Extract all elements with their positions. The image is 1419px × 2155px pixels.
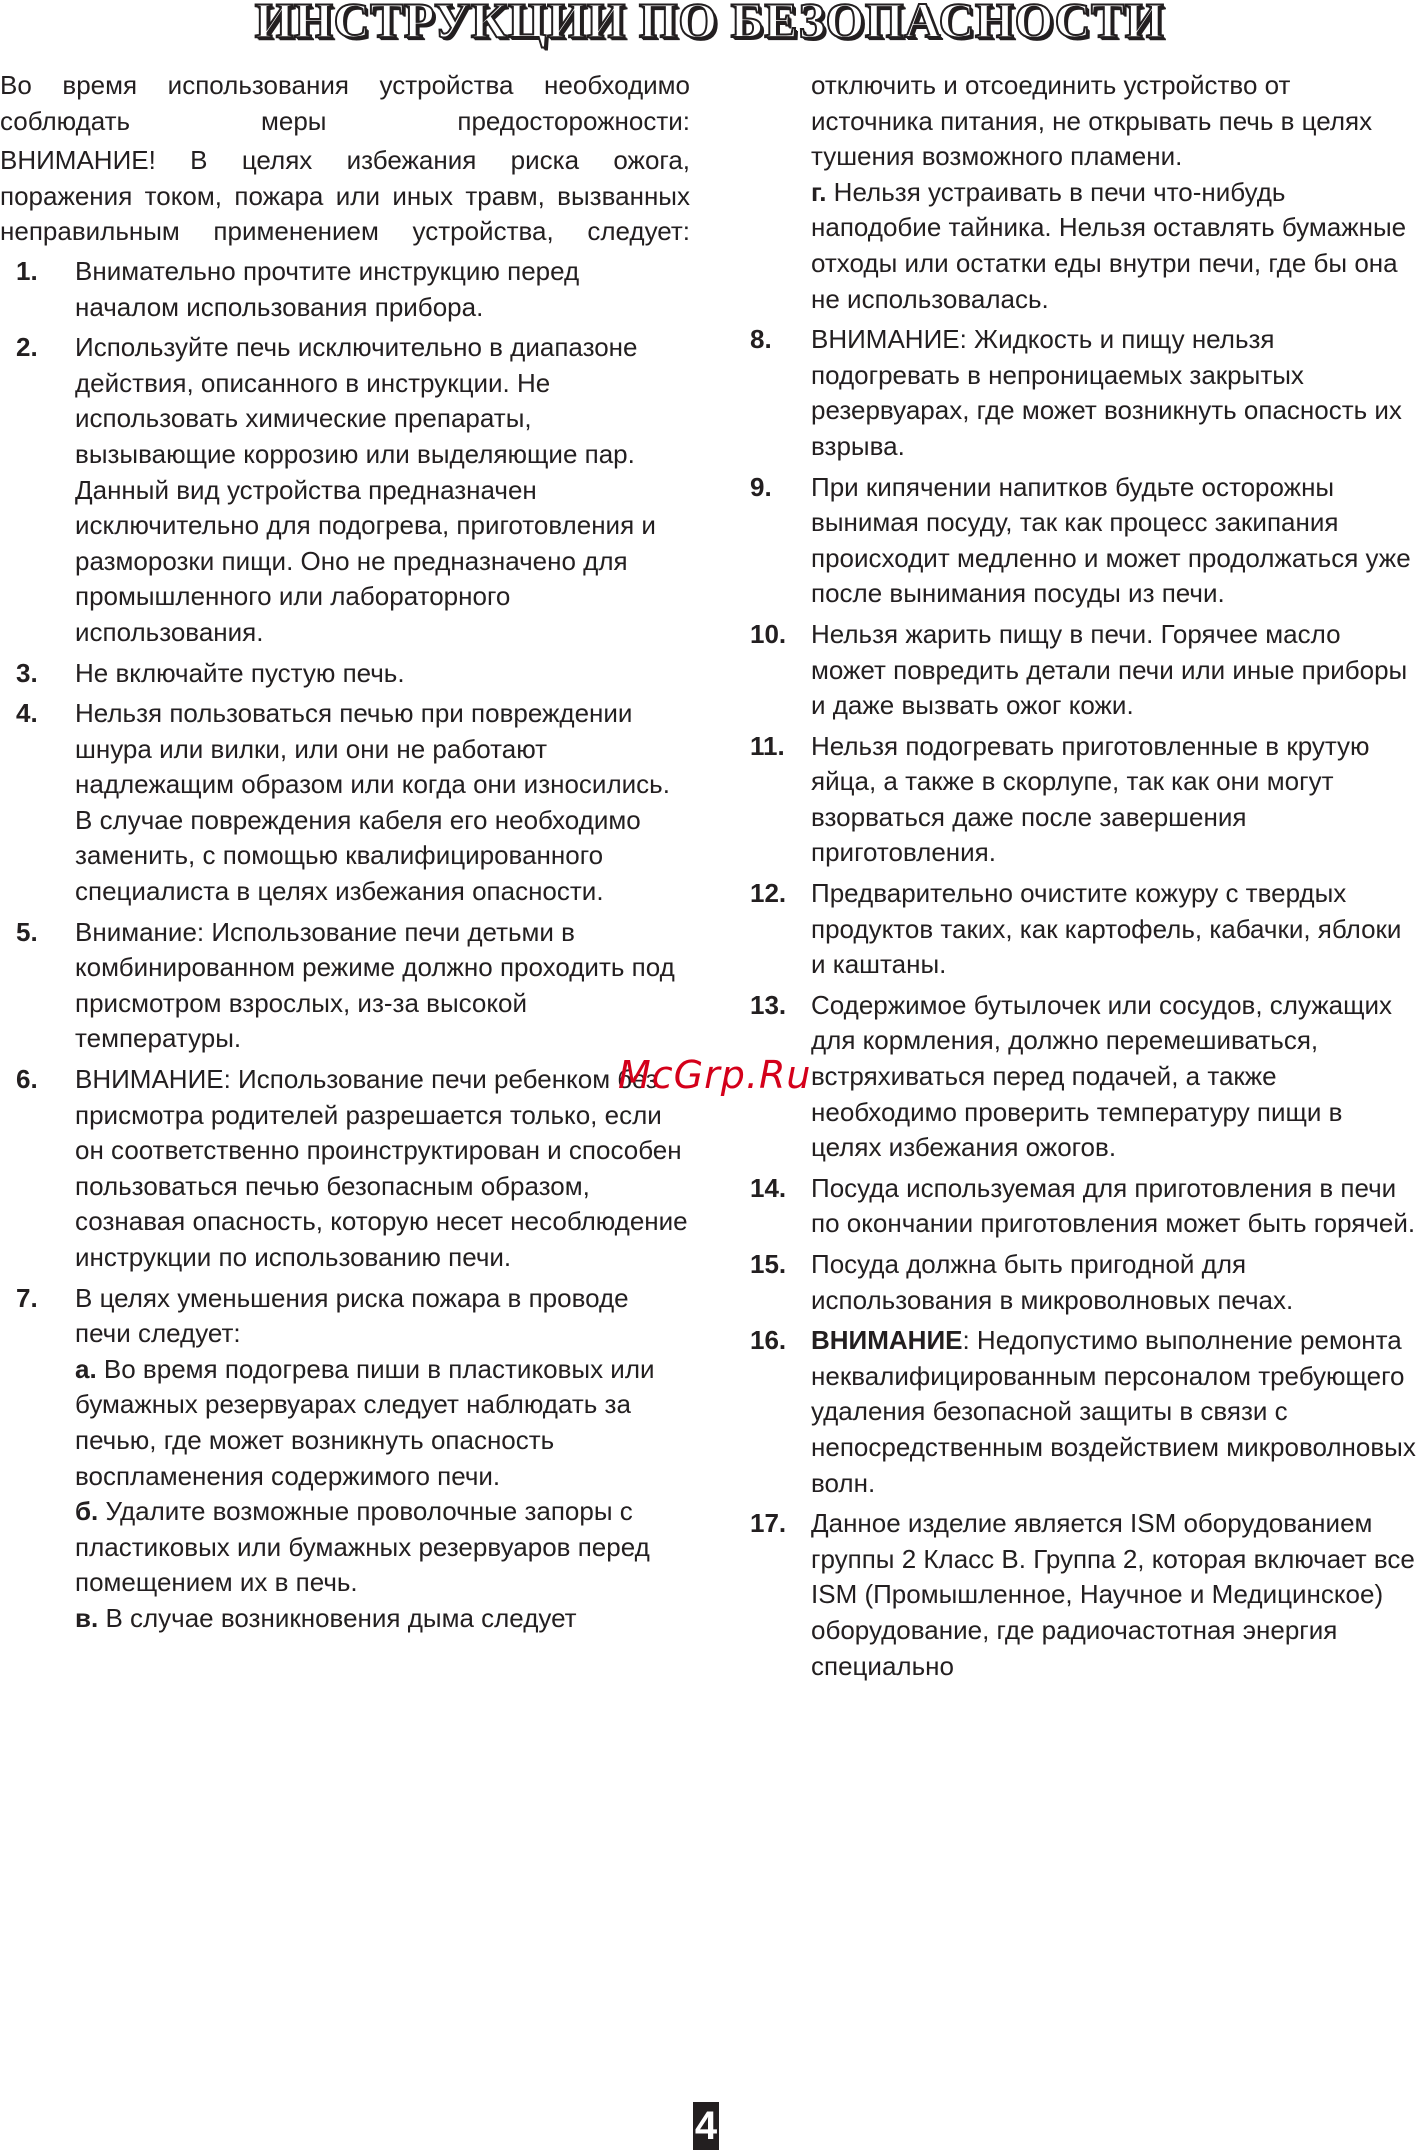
item-text: ВНИМАНИЕ: Жидкость и пищу нельзя подогревать в непроницаемых закрытых резервуарах, где может возникнуть опасность их взрыва.: [811, 324, 1402, 461]
list-item: [0, 330, 690, 650]
item-number: 4.: [16, 698, 38, 729]
item-text: Нельзя пользоваться печью при повреждении шнура или вилки, или они не работают надлежащим образом или когда они износились. В случае повреждения кабеля его необходимо заменить, с помощью квалифицированного специалиста в целях избежания опасности.: [75, 698, 670, 907]
item-text: Внимание: Использование печи детьми в комбинированном режиме должно проходить под присмотром взрослых, из-за высокой температуры.: [75, 916, 675, 1054]
list-item: [736, 322, 1419, 464]
list-item: [0, 254, 690, 325]
item-number: 7.: [16, 1282, 38, 1313]
item-text: Нельзя жарить пищу в печи. Горячее масло может повредить детали печи или иные приборы и даже вызвать ожог кожи.: [811, 618, 1408, 721]
sub-item: [75, 1601, 690, 1637]
list-item: [0, 1281, 690, 1637]
item-body: [75, 1281, 690, 1637]
list-item: [736, 470, 1419, 612]
item-warning-label: ВНИМАНИЕ: [811, 1325, 963, 1356]
item-text: Посуда используемая для приготовления в печи по окончании приготовления может быть горячей.: [811, 1172, 1416, 1239]
item-text: Предварительно очистите кожуру с твердых продуктов таких, как картофель, кабачки, яблоки и каштаны.: [811, 878, 1402, 980]
intro-paragraph: Во время использования устройства необходимо соблюдать меры предосторожности:: [0, 70, 690, 136]
sub-item-text: Удалите возможные проволочные запоры с пластиковых или бумажных резервуаров перед помещением их в печь.: [75, 1496, 650, 1598]
item-number: 15.: [750, 1249, 787, 1279]
warning-paragraph: ВНИМАНИЕ! В целях избежания риска ожога, поражения током, пожара или иных травм, вызванных неправильным применением устройства, следует:: [0, 145, 690, 247]
item-number: 13.: [750, 989, 787, 1020]
list-item: [736, 1323, 1419, 1501]
right-column: [736, 68, 1419, 1689]
list-item: [736, 1247, 1419, 1318]
item-text: Содержимое бутылочек или сосудов, служащих для кормления, должно перемешиваться, встряхиваться перед подачей, а также необходимо проверить температуру пищи в целях избежания ожогов.: [811, 989, 1393, 1163]
item-number: 14.: [750, 1172, 787, 1203]
sub-item-text: Во время подогрева пиши в пластиковых или бумажных резервуарах следует наблюдать за печью, где может возникнуть опасность воспламенения содержимого печи.: [75, 1353, 655, 1491]
item-body: [811, 1323, 1419, 1501]
item-number: 17.: [750, 1508, 787, 1539]
sub-item: [75, 1494, 690, 1601]
list-item: [0, 656, 690, 692]
item-text: В целях уменьшения риска пожара в проводе печи следует:: [75, 1282, 629, 1349]
list-item: [736, 1506, 1419, 1684]
list-item: [736, 876, 1419, 983]
left-column: [0, 68, 690, 1642]
sub-item-text: Нельзя устраивать в печи что-нибудь наподобие тайника. Нельзя оставлять бумажные отходы или остатки еды внутри печи, где бы она не использовалась.: [811, 176, 1407, 314]
item-number: 2.: [16, 332, 38, 363]
item-text: : Недопустимо выполнение ремонта неквалифицированным персоналом требующего удаления безопасной защиты в связи с непосредственным воздействием микроволновых волн.: [811, 1325, 1416, 1498]
sub-item-label: а.: [75, 1353, 97, 1384]
item-number: 10.: [750, 618, 787, 649]
item-number-spacer: [736, 68, 811, 317]
list-item: [0, 696, 690, 910]
item-text: Нельзя подогревать приготовленные в крутую яйца, а также в скорлупе, так как они могут взорваться даже после завершения приготовления.: [811, 730, 1370, 868]
sub-item: [75, 1352, 690, 1494]
item-number: 6.: [16, 1064, 38, 1095]
list-item: [736, 988, 1419, 1166]
sub-item: [811, 68, 1419, 175]
sub-item-label: г.: [811, 176, 827, 207]
sub-item-label: б.: [75, 1496, 99, 1527]
list-item: [736, 729, 1419, 871]
item-number: 8.: [750, 324, 772, 355]
sub-item-text: В случае возникновения дыма следует: [98, 1602, 577, 1633]
page-number: 4: [694, 2104, 718, 2148]
sub-item: [811, 175, 1419, 317]
sub-item-label: в.: [75, 1602, 99, 1633]
item-number: 12.: [750, 878, 787, 909]
item-text: При кипячении напитков будьте осторожны вынимая посуду, так как процесс закипания происходит медленно и может продолжаться уже после вынимания посуды из печи.: [811, 471, 1411, 609]
item-body: [811, 68, 1419, 317]
item-text: Используйте печь исключительно в диапазоне действия, описанного в инструкции. Не использовать химические препараты, вызывающие коррозию или выделяющие пар. Данный вид устройства предназначен исключительно для подогрева, приготовления и разморозки пищи. Оно не предназначено для промышленного или лабораторного использования.: [75, 332, 656, 647]
item-text: Не включайте пустую печь.: [75, 657, 405, 688]
page-title: ИНСТРУКЦИИ ПО БЕЗОПАСНОСТИ: [254, 0, 1165, 48]
item-number: 1.: [16, 255, 38, 286]
item-number: 16.: [750, 1325, 787, 1356]
item-text: Посуда должна быть пригодной для использования в микроволновых печах.: [811, 1249, 1294, 1315]
item-number: 9.: [750, 471, 772, 502]
watermark: McGrp.Ru: [618, 1053, 812, 1097]
list-item: [736, 617, 1419, 724]
item-number: 3.: [16, 657, 38, 688]
item-text: Данное изделие является ISM оборудованием группы 2 Класс В. Группа 2, которая включает все ISM (Промышленное, Научное и Медицинское) оборудование, где радиочастотная энергия специально: [811, 1508, 1415, 1681]
item-text: Внимательно прочтите инструкцию перед началом использования прибора.: [75, 255, 580, 322]
continued-item: [736, 68, 1419, 317]
item-number: 5.: [16, 916, 38, 947]
list-item: [736, 1171, 1419, 1242]
list-item: [0, 915, 690, 1057]
sub-item-text: отключить и отсоединить устройство от источника питания, не открывать печь в целях тушения возможного пламени.: [811, 70, 1373, 172]
item-text: ВНИМАНИЕ: Использование печи ребенком без присмотра родителей разрешается только, если он соответственно проинструктирован и способен пользоваться печью безопасным образом, сознавая опасность, которую несет несоблюдение инструкции по использованию печи.: [75, 1064, 688, 1272]
item-number: 11.: [750, 730, 785, 761]
list-item: [0, 1062, 690, 1276]
